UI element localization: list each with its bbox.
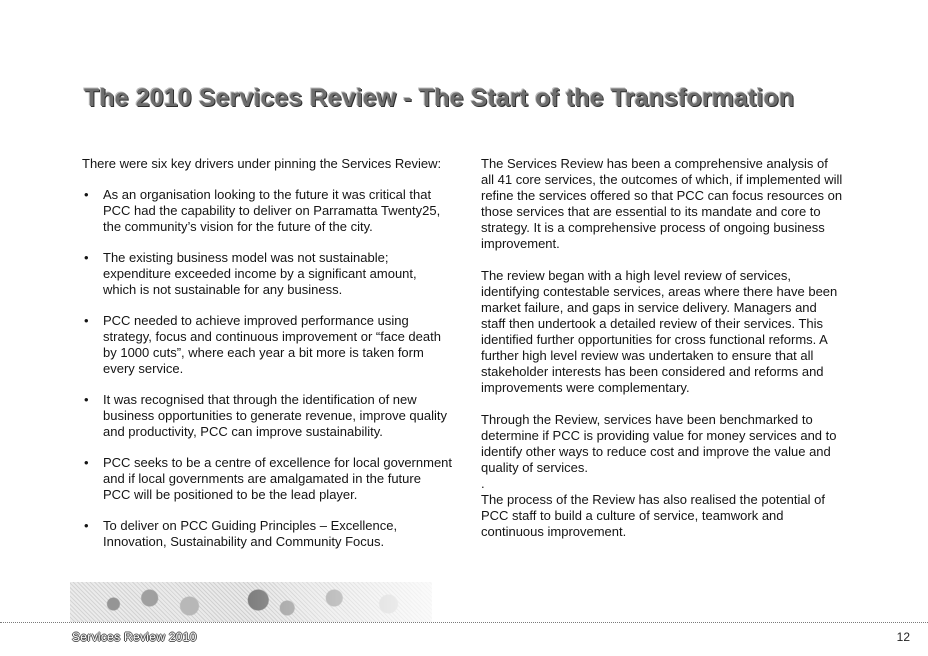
list-item: [82, 455, 452, 503]
bullet-icon: •: [84, 455, 89, 470]
right-column: [481, 156, 843, 556]
photo-collage-banner: [70, 582, 432, 622]
stray-period: .: [481, 476, 485, 491]
list-item: [82, 250, 452, 298]
list-item: [82, 392, 452, 440]
list-item: [82, 313, 452, 377]
bullet-icon: •: [84, 313, 89, 328]
review-paragraph: The review began with a high level review of services, identifying contestable services, areas where there have been market failure, and gaps in service delivery. Managers and staff then undertook a detailed review of their services. This identified further opportunities for cross functional reforms. A further high level review was undertaken to ensure that all stakeholder interests has been considered and reforms and improvements were complementary.: [481, 268, 838, 395]
review-paragraph: Through the Review, services have been benchmarked to determine if PCC is providing value for money services and to identify other ways to reduce cost and improve the value and quality of services.: [481, 412, 837, 475]
page-title: The 2010 Services Review - The Start of the Transformation: [84, 84, 795, 112]
footer-divider: [0, 622, 928, 623]
review-paragraph: The process of the Review has also realised the potential of PCC staff to build a culture of service, teamwork and continuous improvement.: [481, 492, 825, 539]
list-item-text: PCC seeks to be a centre of excellence for local government and if local governments are amalgamated in the future PCC will be positioned to be the lead player.: [103, 455, 453, 502]
bullet-icon: •: [84, 518, 89, 533]
left-column: [82, 156, 452, 565]
list-item-text: As an organisation looking to the future it was critical that PCC had the capability to deliver on Parramatta Twenty25, the community’s vision for the future of the city.: [103, 187, 441, 234]
list-item: [82, 518, 452, 550]
footer-label: Services Review 2010: [72, 630, 197, 644]
list-item-text: It was recognised that through the identification of new business opportunities to generate revenue, improve quality and productivity, PCC can improve sustainability.: [103, 392, 447, 439]
bullet-icon: •: [84, 187, 89, 202]
list-item-text: PCC needed to achieve improved performance using strategy, focus and continuous improvement or “face death by 1000 cuts”, where each year a bit more is taken form every service.: [103, 313, 441, 376]
list-item-text: The existing business model was not sustainable; expenditure exceeded income by a significant amount, which is not sustainable for any business.: [103, 250, 417, 297]
drivers-list: [82, 187, 452, 550]
bullet-icon: •: [84, 392, 89, 407]
page-number: 12: [896, 630, 910, 644]
list-item-text: To deliver on PCC Guiding Principles – Excellence, Innovation, Sustainability and Community Focus.: [103, 518, 398, 549]
list-item: [82, 187, 452, 235]
drivers-intro: There were six key drivers under pinning the Services Review:: [82, 156, 442, 171]
review-paragraph: The Services Review has been a comprehensive analysis of all 41 core services, the outcomes of which, if implemented will refine the services offered so that PCC can focus resources on those services that are essential to its mandate and core to strategy. It is a comprehensive process of ongoing business improvement.: [481, 156, 843, 251]
bullet-icon: •: [84, 250, 89, 265]
